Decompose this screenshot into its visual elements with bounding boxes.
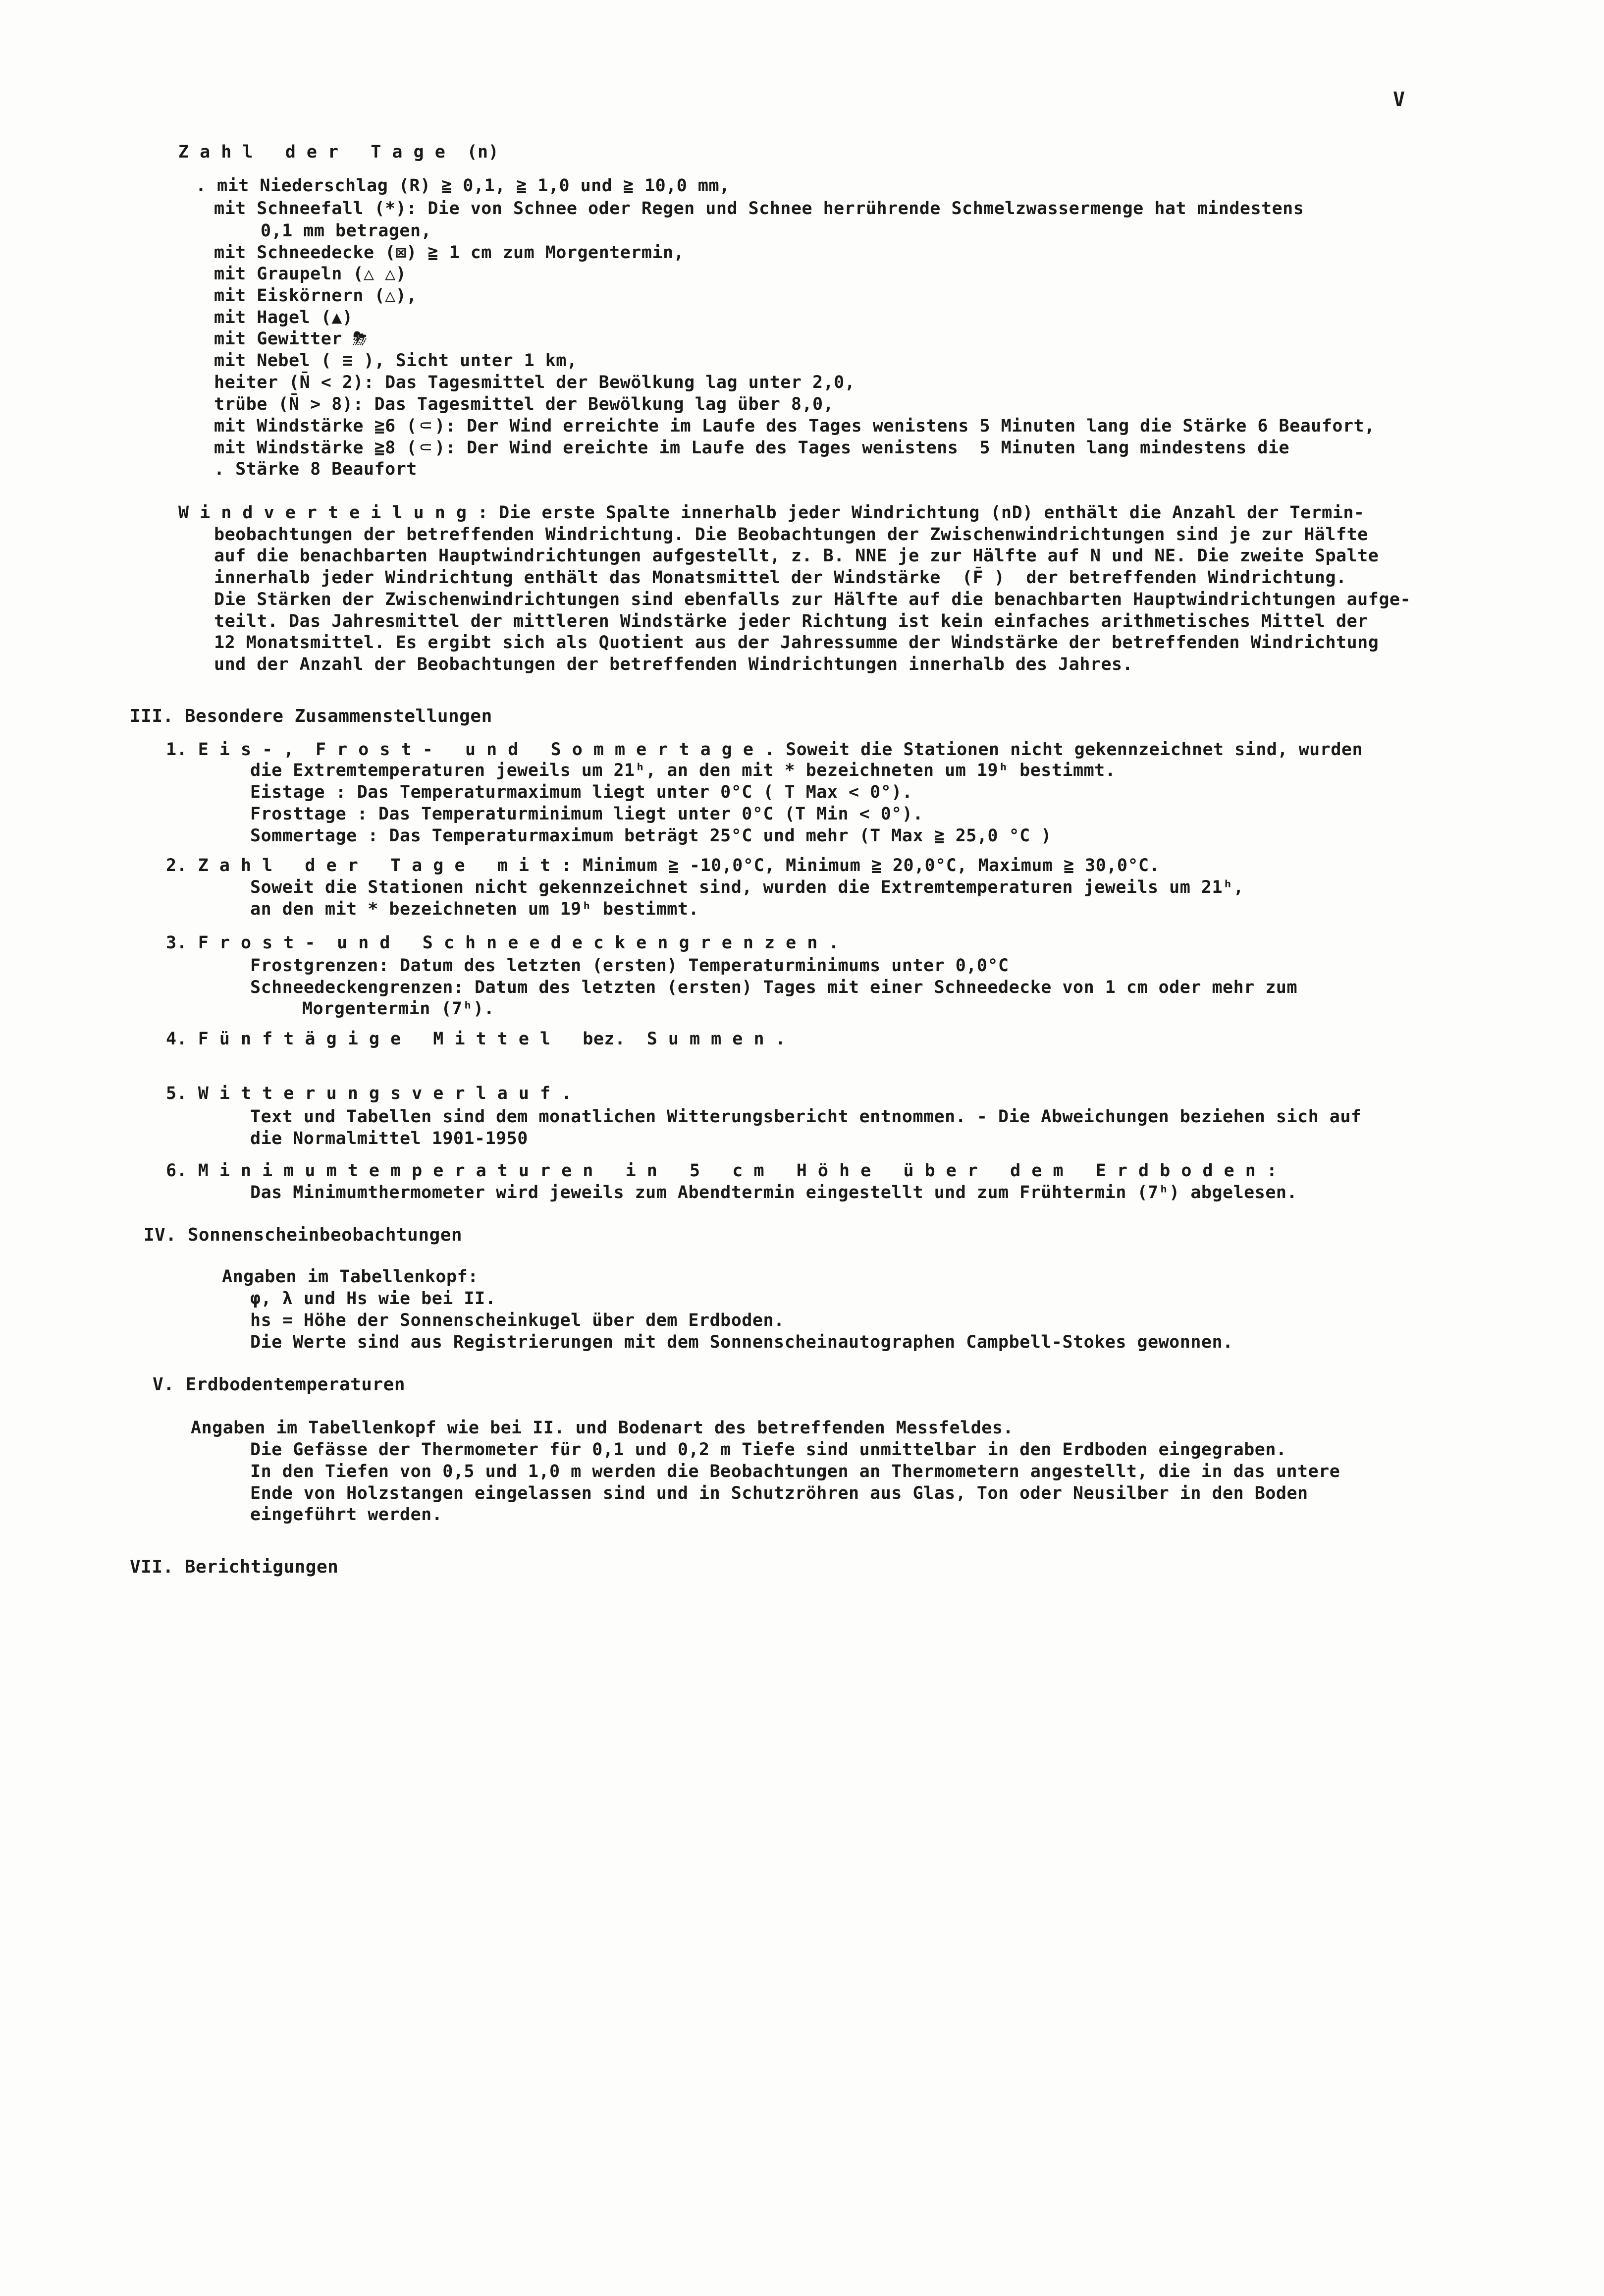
list-item-2: 2. Z a h l d e r T a g e m i t : Minimum ≧ -10,0°C, Minimum ≧ 20,0°C, Maximum ≧ 30,0°C. — [166, 856, 1160, 875]
text-line: beobachtungen der betreffenden Windrichtung. Die Beobachtungen der Zwischenwindrichtungen sind je zur Hälfte — [214, 525, 1368, 545]
list-item-1: 1. E i s - , F r o s t - u n d S o m m e r t a g e . Soweit die Stationen nicht gekennzeichnet sind, wurden — [166, 740, 1363, 760]
text-line: an den mit * bezeichneten um 19ʰ bestimmt. — [250, 899, 699, 919]
text-line: trübe (N̄ > 8): Das Tagesmittel der Bewölkung lag über 8,0, — [214, 394, 834, 414]
text-line: mit Windstärke ≧6 (⸦): Der Wind erreichte im Laufe des Tages wenistens 5 Minuten lang die Stärke 6 Beaufort, — [214, 416, 1375, 436]
text-line: Schneedeckengrenzen: Datum des letzten (ersten) Tages mit einer Schneedecke von 1 cm oder mehr zum — [250, 978, 1298, 997]
text-line: mit Eiskörnern (△), — [214, 286, 417, 306]
section-heading-v: V. Erdbodentemperaturen — [153, 1374, 405, 1395]
text-line: und der Anzahl der Beobachtungen der betreffenden Windrichtungen innerhalb des Jahres. — [214, 655, 1133, 674]
text-line: Text und Tabellen sind dem monatlichen Witterungsbericht entnommen. - Die Abweichungen beziehen sich auf — [250, 1107, 1362, 1127]
text-line: Frostgrenzen: Datum des letzten (ersten) Temperaturminimums unter 0,0°C — [250, 956, 1009, 976]
text-line: Die Stärken der Zwischenwindrichtungen sind ebenfalls zur Hälfte auf die benachbarten Hauptwindrichtungen aufge- — [214, 590, 1411, 609]
text-line: innerhalb jeder Windrichtung enthält das Monatsmittel der Windstärke (F̄ ) der betreffenden Windrichtung. — [214, 568, 1347, 588]
text-line: φ, λ und Hs wie bei II. — [250, 1289, 496, 1309]
text-line: mit Nebel ( ≡ ), Sicht unter 1 km, — [214, 351, 578, 371]
text-line: die Normalmittel 1901-1950 — [250, 1129, 528, 1148]
text-line: Soweit die Stationen nicht gekennzeichnet sind, wurden die Extremtemperaturen jeweils um 21ʰ, — [250, 877, 1244, 897]
text-line: . mit Niederschlag (R) ≧ 0,1, ≧ 1,0 und ≧ 10,0 mm, — [196, 176, 730, 196]
list-item-3: 3. F r o s t - u n d S c h n e e d e c k e n g r e n z e n . — [166, 933, 840, 953]
text-line: Das Minimumthermometer wird jeweils zum Abendtermin eingestellt und zum Frühtermin (7ʰ) abgelesen. — [250, 1183, 1298, 1203]
text-line: Sommertage : Das Temperaturmaximum beträgt 25°C und mehr (T Max ≧ 25,0 °C ) — [250, 826, 1052, 846]
text-line: Angaben im Tabellenkopf wie bei II. und Bodenart des betreffenden Messfeldes. — [191, 1418, 1014, 1438]
text-line: mit Windstärke ≧8 (⸦): Der Wind ereichte im Laufe des Tages wenistens 5 Minuten lang mindestens die — [214, 438, 1290, 458]
text-line: teilt. Das Jahresmittel der mittleren Windstärke jeder Richtung ist kein einfaches arithmetisches Mittel der — [214, 611, 1368, 631]
paragraph-windverteilung: W i n d v e r t e i l u n g : Die erste Spalte innerhalb jeder Windrichtung (nD) enthält die Anzahl der Termin- — [178, 503, 1365, 523]
section-heading-iii: III. Besondere Zusammenstellungen — [130, 706, 492, 726]
section-heading-zahl-der-tage: Z a h l d e r T a g e (n) — [178, 142, 499, 162]
text-line: 0,1 mm betragen, — [261, 221, 432, 241]
text-line: die Extremtemperaturen jeweils um 21ʰ, an den mit * bezeichneten um 19ʰ bestimmt. — [250, 761, 1116, 780]
section-heading-iv: IV. Sonnenscheinbeobachtungen — [144, 1225, 463, 1245]
text-line: hs = Höhe der Sonnenscheinkugel über dem Erdboden. — [250, 1311, 785, 1330]
page-number: V — [1393, 88, 1405, 111]
text-line: Die Werte sind aus Registrierungen mit dem Sonnenscheinautographen Campbell-Stokes gewonnen. — [250, 1332, 1233, 1352]
list-item-6: 6. M i n i m u m t e m p e r a t u r e n i n 5 c m H ö h e ü b e r d e m E r d b o d e n : — [166, 1161, 1278, 1181]
text-line: mit Hagel (▲) — [214, 308, 353, 328]
text-line: . Stärke 8 Beaufort — [214, 459, 417, 479]
text-line: Eistage : Das Temperaturmaximum liegt unter 0°C ( T Max < 0°). — [250, 782, 913, 802]
text-line: 12 Monatsmittel. Es ergibt sich als Quotient aus der Jahressumme der Windstärke der betreffenden Windrichtung — [214, 633, 1379, 653]
text-line: Ende von Holzstangen eingelassen sind und in Schutzröhren aus Glas, Ton oder Neusilber in den Boden — [250, 1483, 1308, 1503]
list-item-5: 5. W i t t e r u n g s v e r l a u f . — [166, 1084, 572, 1103]
text-line: mit Schneedecke (⊠) ≧ 1 cm zum Morgentermin, — [214, 243, 685, 263]
text-line: Die Gefässe der Thermometer für 0,1 und 0,2 m Tiefe sind unmittelbar in den Erdboden eingegraben. — [250, 1440, 1287, 1460]
text-line: Morgentermin (7ʰ). — [302, 999, 495, 1019]
text-line: eingeführt werden. — [250, 1505, 443, 1525]
text-line: mit Graupeln (△ △) — [214, 264, 407, 284]
text-line: Frosttage : Das Temperaturminimum liegt unter 0°C (T Min < 0°). — [250, 804, 924, 824]
text-line: auf die benachbarten Hauptwindrichtungen aufgestellt, z. B. NNE je zur Hälfte auf N und NE. Die zweite Spalte — [214, 546, 1379, 566]
text-line: In den Tiefen von 0,5 und 1,0 m werden die Beobachtungen an Thermometern angestellt, die in das untere — [250, 1462, 1340, 1481]
text-line: mit Gewitter ⛈ — [214, 329, 367, 349]
text-line: mit Schneefall (*): Die von Schnee oder Regen und Schnee herrührende Schmelzwassermenge hat mindestens — [214, 199, 1304, 219]
section-heading-vii: VII. Berichtigungen — [130, 1557, 339, 1577]
list-item-4: 4. F ü n f t ä g i g e M i t t e l bez. S u m m e n . — [166, 1029, 786, 1049]
text-line: heiter (N̄ < 2): Das Tagesmittel der Bewölkung lag unter 2,0, — [214, 373, 855, 392]
text-line: Angaben im Tabellenkopf: — [222, 1267, 479, 1287]
